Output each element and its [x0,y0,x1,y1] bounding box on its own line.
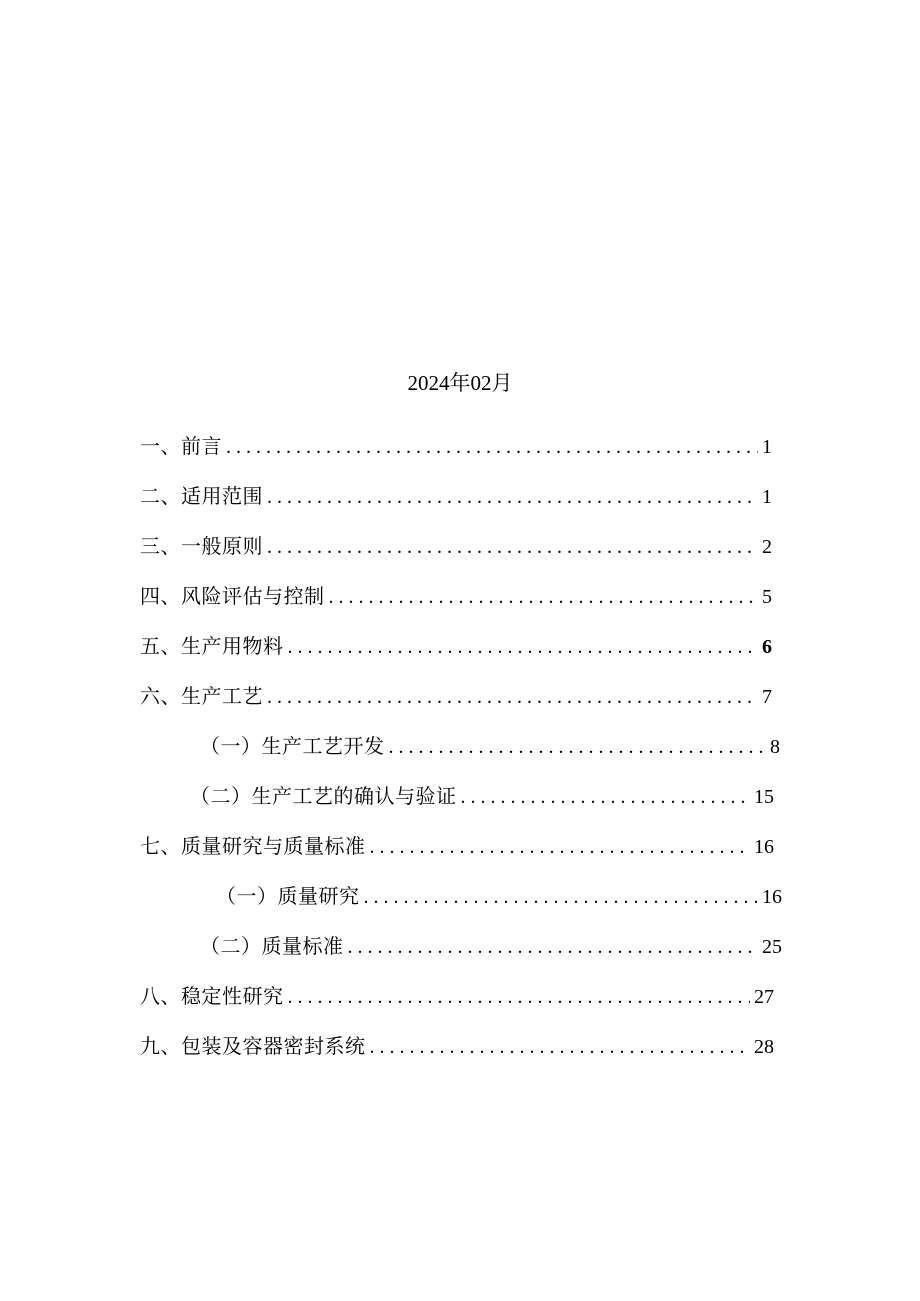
toc-leader-dots [370,1031,751,1063]
toc-entry-general-principles[interactable] [140,530,772,562]
toc-entry-label: 七、质量研究与质量标准 [140,834,366,858]
toc-entry-label: 九、包装及容器密封系统 [140,1034,366,1058]
toc-entry-label: 六、生产工艺 [140,684,263,708]
toc-entry-page: 8 [770,736,780,758]
toc-entry-production-materials[interactable] [140,630,772,662]
toc-entry-page: 28 [754,1036,774,1058]
document-date: 2024年02月 [407,371,513,395]
toc-leader-dots [370,831,751,863]
toc-entry-page: 16 [754,836,774,858]
toc-entry-risk-assessment[interactable] [140,580,772,612]
toc-subentry-quality-standards[interactable] [200,930,782,962]
toc-entry-label: （一）质量研究 [216,884,360,908]
toc-entry-page: 15 [754,786,774,808]
toc-entry-page: 27 [754,986,774,1008]
toc-leader-dots [226,431,758,463]
toc-leader-dots [267,481,758,513]
toc-leader-dots [288,631,759,663]
toc-subentry-quality-research[interactable] [216,880,782,912]
toc-entry-stability-research[interactable] [140,980,774,1012]
toc-entry-production-process[interactable] [140,680,772,712]
toc-leader-dots [267,531,758,563]
toc-entry-label: 五、生产用物料 [140,634,284,658]
toc-entry-label: 三、一般原则 [140,534,263,558]
toc-leader-dots [461,781,751,813]
toc-entry-page: 7 [762,686,772,708]
toc-leader-dots [364,881,759,913]
toc-leader-dots [288,981,751,1013]
toc-entry-page: 16 [762,886,782,908]
toc-entry-packaging-container[interactable] [140,1030,774,1062]
toc-leader-dots [267,681,758,713]
toc-leader-dots [348,931,759,963]
toc-entry-label: 二、适用范围 [140,484,263,508]
toc-leader-dots [389,731,767,763]
toc-entry-label: 四、风险评估与控制 [140,584,325,608]
toc-entry-label: （一）生产工艺开发 [200,734,385,758]
toc-entry-preface[interactable] [140,430,772,462]
toc-subentry-process-validation[interactable] [190,780,774,812]
toc-entry-label: （二）质量标准 [200,934,344,958]
toc-entry-label: 一、前言 [140,434,222,458]
toc-entry-page: 6 [762,636,772,658]
toc-entry-page: 1 [762,486,772,508]
toc-entry-page: 1 [762,436,772,458]
toc-entry-quality-research-standards[interactable] [140,830,774,862]
toc-entry-label: （二）生产工艺的确认与验证 [190,784,457,808]
toc-entry-page: 25 [762,936,782,958]
toc-entry-scope[interactable] [140,480,772,512]
toc-entry-page: 2 [762,536,772,558]
toc-subentry-process-development[interactable] [200,730,780,762]
toc-leader-dots [329,581,759,613]
toc-entry-page: 5 [762,586,772,608]
toc-entry-label: 八、稳定性研究 [140,984,284,1008]
